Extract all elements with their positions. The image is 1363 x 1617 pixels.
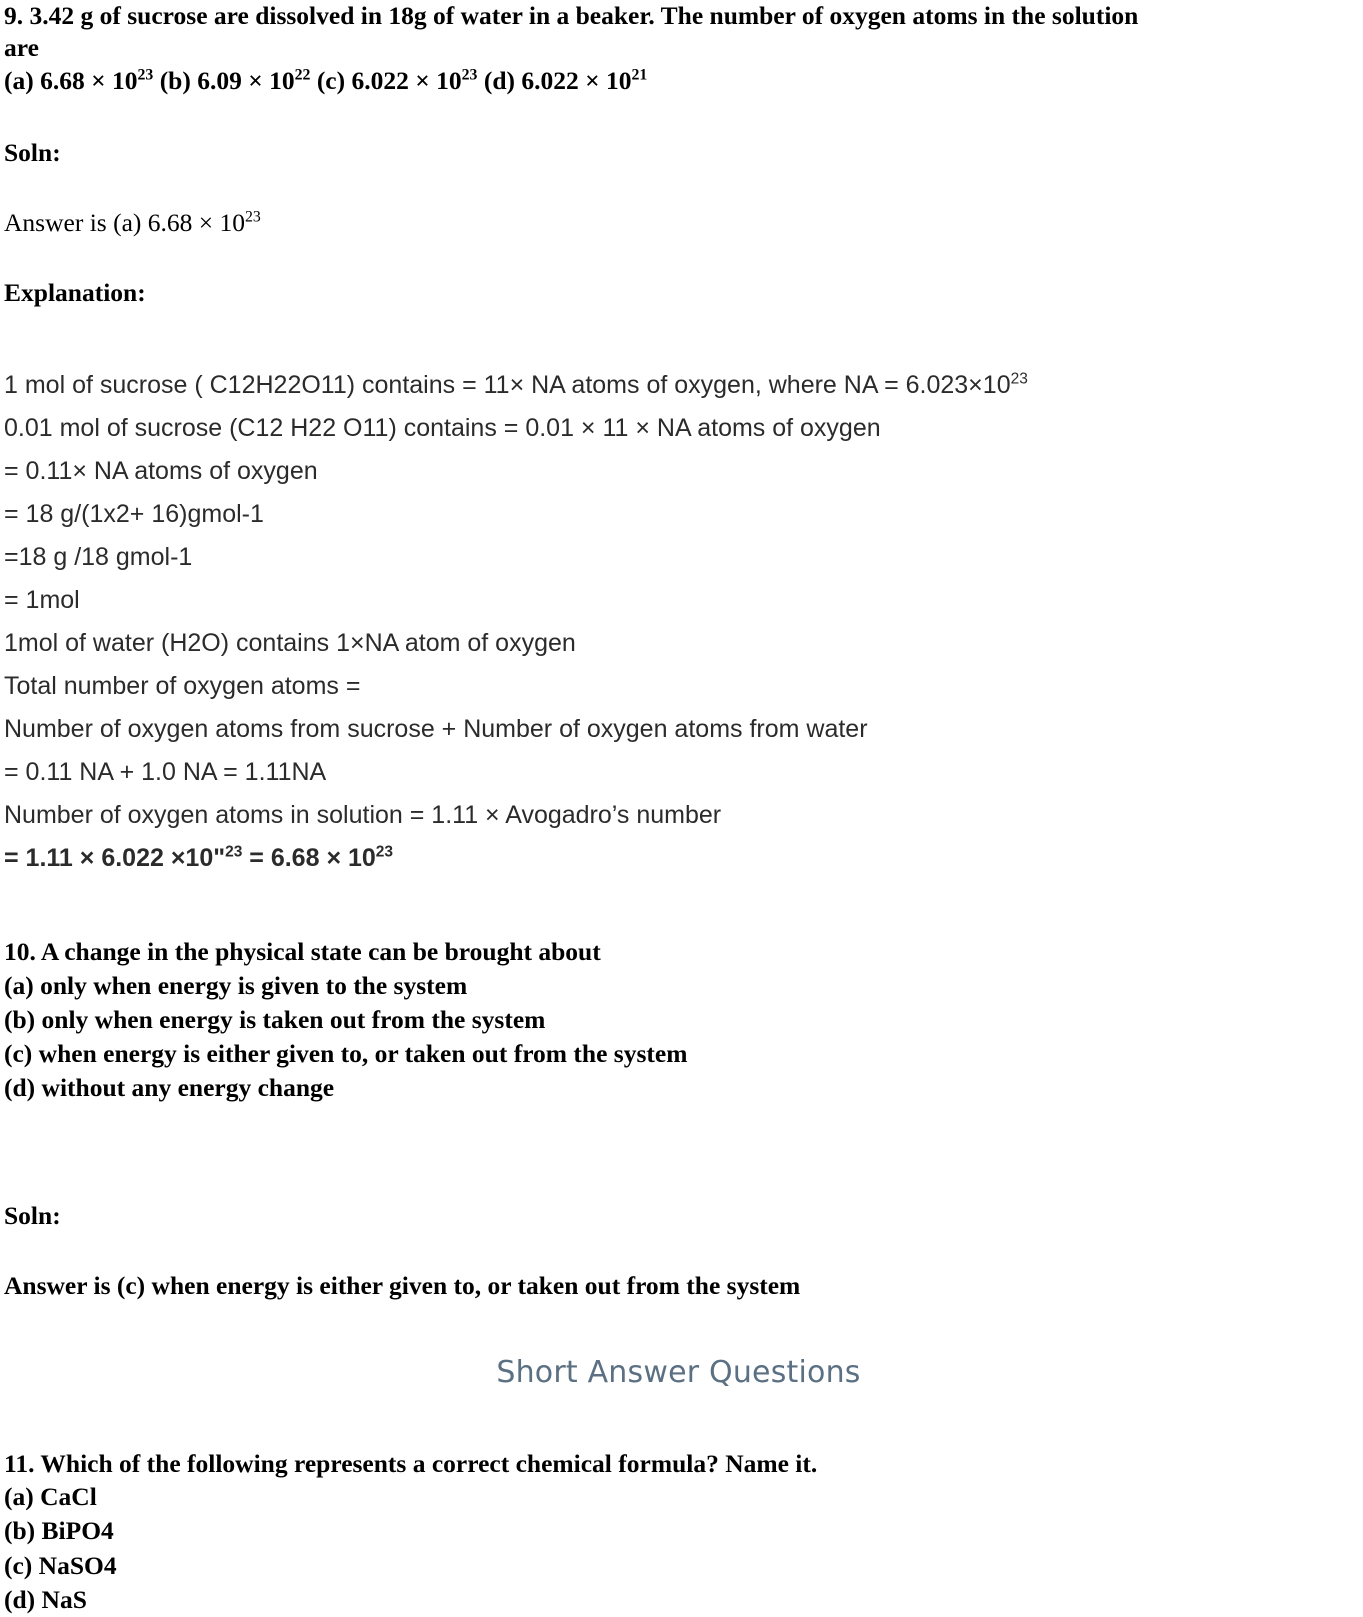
explanation-line: 1mol of water (H2O) contains 1×NA atom of oxygen [4,629,576,658]
question-10-block [4,936,1353,1105]
question-9-options: (a) $6.68 \times 10^{23}$ (b) $6.09 \times 10^{22}$ (c) $6.022 \times 10^{23}$ (d) $6.022 \times 10^{21}$ [4,66,648,96]
question-11-text: 11. Which of the following represents a correct chemical formula? Name it. [4,1449,818,1479]
question-11-options [4,1480,1353,1617]
explanation-line: =18 g /18 gmol-1 [4,543,193,572]
question-9-text-line1: 9. 3.42 g of sucrose are dissolved in 18g of water in a beaker. The number of oxygen atoms in the solution [4,1,1139,30]
question-11-option: (b) BiPO4 [4,1516,114,1546]
question-9-text-line2: are [4,33,39,63]
explanation-line: = 0.11 NA + 1.0 NA = 1.11NA [4,758,327,787]
explanation-line: = 0.11× NA atoms of oxygen [4,457,318,486]
explanation-line: 1 mol of sucrose ( C12H22O11) contains = 11× NA atoms of oxygen, where NA = $6.023\times 10^{23}$ [4,371,1028,400]
explanation-line: = 1.11 × 6.022 ×10"$^{23}$ = $6.68 \times 10^{23}$ [4,844,394,873]
question-10-answer: Answer is (c) when energy is either given to, or taken out from the system [4,1271,801,1301]
explanation-line: = 18 g/(1x2+ 16)gmol-1 [4,500,264,529]
explanation-line: = 1mol [4,586,80,615]
question-10-options [4,969,1353,1106]
question-9-answer: Answer is (a) $6.68 \times 10^{23}$ [4,208,261,238]
question-9-explanation-lines [4,364,1353,880]
explanation-line: Number of oxygen atoms in solution = 1.11 × Avogadro’s number [4,801,722,830]
explanation-line: 0.01 mol of sucrose (C12 H22 O11) contains = 0.01 × 11 × NA atoms of oxygen [4,414,881,443]
question-9-soln-label: Soln: [4,138,61,168]
question-10-text: 10. A change in the physical state can be brought about [4,937,601,967]
question-11-option: (d) NaS [4,1584,87,1614]
question-11-option: (c) NaSO4 [4,1550,117,1580]
question-10-option: (d) without any energy change [4,1073,335,1102]
question-11-option: (a) CaCl [4,1482,97,1512]
question-9-block [4,0,1353,98]
question-11-block [4,1448,1353,1617]
explanation-line: Total number of oxygen atoms = [4,672,361,701]
question-10-option: (a) only when energy is given to the system [4,970,468,1000]
question-10-option: (c) when energy is either given to, or taken out from the system [4,1038,688,1068]
question-10-option: (b) only when energy is taken out from the system [4,1004,546,1034]
explanation-line: Number of oxygen atoms from sucrose + Number of oxygen atoms from water [4,715,868,744]
question-9-explanation-label: Explanation: [4,278,146,308]
question-10-soln-label: Soln: [4,1201,61,1231]
section-title-short-answer-questions: Short Answer Questions [496,1355,861,1391]
